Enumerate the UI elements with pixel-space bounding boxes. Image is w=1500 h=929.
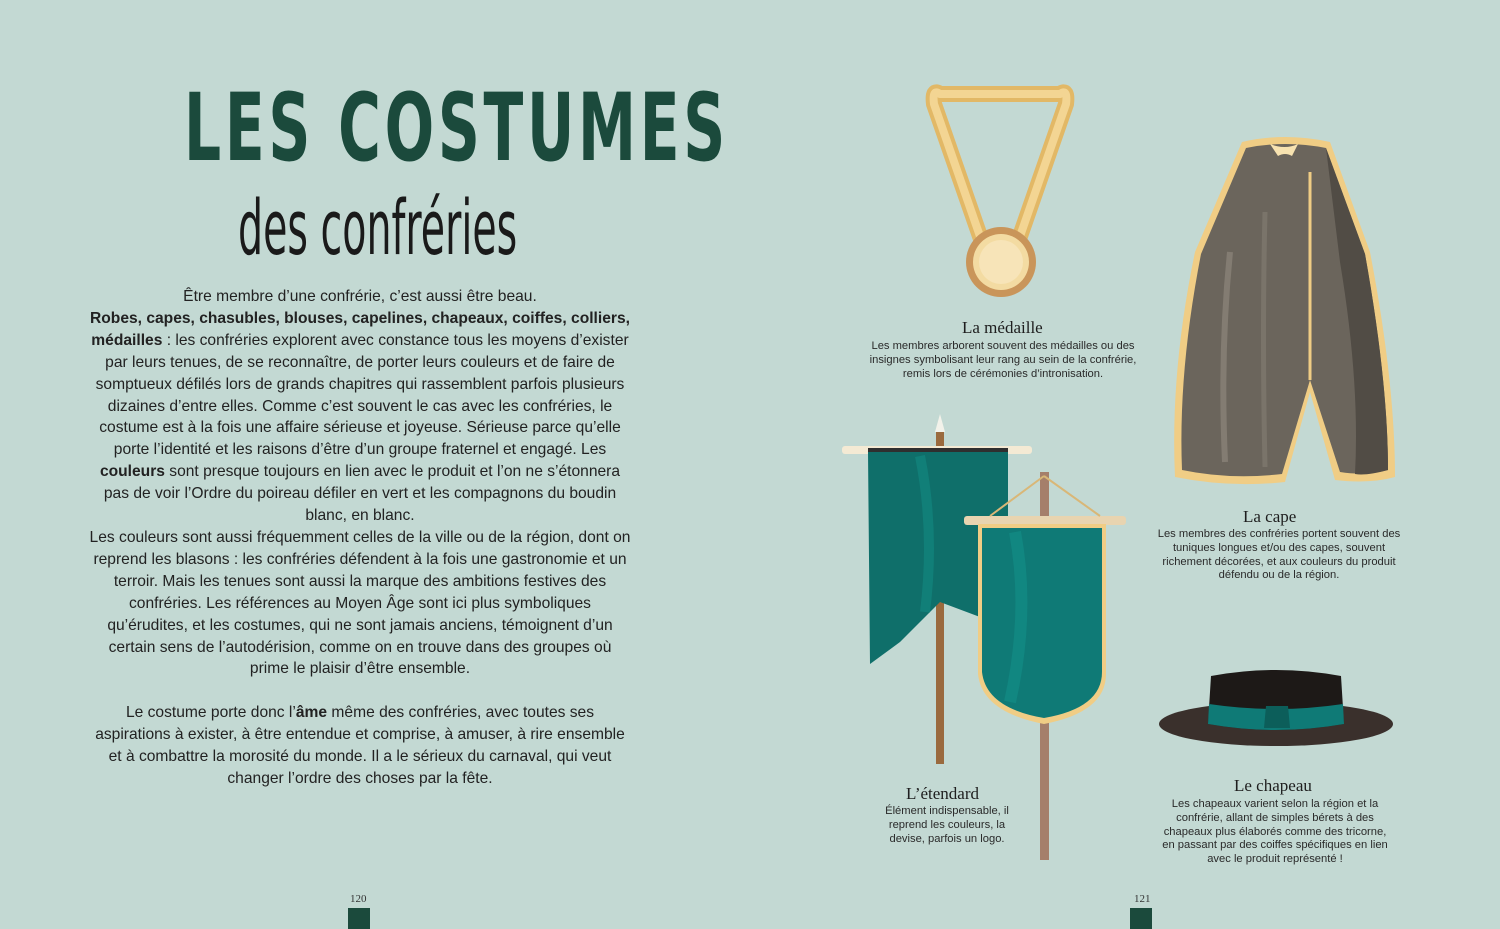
hat-icon <box>1156 666 1396 756</box>
banner-text: Élément indispensable, il reprend les couleurs, la devise, parfois un logo. <box>885 805 1009 845</box>
cape-icon <box>1170 132 1400 492</box>
medal-text: Les membres arborent souvent des médailles ou des insignes symbolisant leur rang au sein de la confrérie, remis lors de cérémonies d’intronisation. <box>869 340 1137 380</box>
hat-title: Le chapeau <box>1234 776 1312 795</box>
page-number-left: 120 <box>350 893 367 905</box>
medal-icon <box>920 82 1080 302</box>
paragraph-3 <box>88 702 632 790</box>
paragraph-3-start: Le costume porte donc l’ <box>125 704 296 722</box>
paragraph-1-intro: Être membre d’une confrérie, c’est aussi être beau. <box>183 288 537 305</box>
left-page <box>0 0 740 929</box>
right-page <box>740 0 1500 929</box>
bold-list: Robes, capes, chasubles, blouses, capelines, chapeaux, coiffes, colliers, <box>90 309 630 327</box>
banner-icon <box>840 412 1140 862</box>
bold-ame: âme <box>295 704 328 722</box>
page-subtitle: des confréries <box>238 183 518 272</box>
paragraph-3-end: même des confréries, avec toutes ses aspirations à exister, à être entendue et comprise, à amuser, à rire ensemble et à combattre la morosité du monde. Il a le sérieux du carnaval, qui veut changer l’ordre des choses par la fête. <box>95 704 625 788</box>
medal-title: La médaille <box>962 318 1043 337</box>
paragraph-1-end: sont presque toujours en lien avec le produit et l’on ne s’étonnera pas de voir l’Ordre du poireau défiler en vert et les compagnons du boudin blanc, en blanc. <box>103 463 621 525</box>
page-number-right: 121 <box>1134 893 1151 905</box>
page-tab-left <box>348 908 370 929</box>
banner-title: L’étendard <box>906 784 980 803</box>
page-tab-right <box>1130 908 1152 929</box>
paragraph-1-body: : les confréries explorent avec constance tous les moyens d’exister par leurs tenues, de se reconnaître, de porter leurs couleurs et de faire de somptueux défilés lors de grands chapitres qui rassemblent parfois plusieurs dizaines d’entre elles. Comme c’est souvent le cas avec les confréries, le costume est à la fois une affaire sérieuse et joyeuse. Sérieuse parce qu’elle porte l’identité et les raisons d’être d’un groupe fraternel et engagé. Les <box>95 331 629 459</box>
cape-title: La cape <box>1243 507 1297 526</box>
paragraph-2: Les couleurs sont aussi fréquemment celles de la ville ou de la région, dont on reprend les blasons : les confréries défendent à la fois une gastronomie et un terroir. Mais les tenues sont aussi la marque des ambitions festives des confréries. Les références au Moyen Âge sont ici plus symboliques qu’érudites, et les costumes, qui ne sont jamais anciens, témoignent d’un certain sens de l’autodérision, comme on en trouve dans des groupes où prime le plaisir d’être ensemble. <box>89 528 631 678</box>
paragraph-1 <box>88 286 632 527</box>
bold-medailles: médailles <box>91 331 163 349</box>
page-title: LES COSTUMES <box>184 74 730 183</box>
bold-couleurs: couleurs <box>99 463 165 481</box>
hat-text: Les chapeaux varient selon la région et la confrérie, allant de simples bérets à des chapeaux plus élaborés comme des tricorne, en passant par des coiffes spécifiques en lien avec le produit représenté ! <box>1162 798 1388 866</box>
body-text <box>88 286 632 790</box>
cape-text: Les membres des confréries portent souvent des tuniques longues et/ou des capes, souvent richement décorées, et aux couleurs du produit défendu ou de la région. <box>1157 528 1401 582</box>
